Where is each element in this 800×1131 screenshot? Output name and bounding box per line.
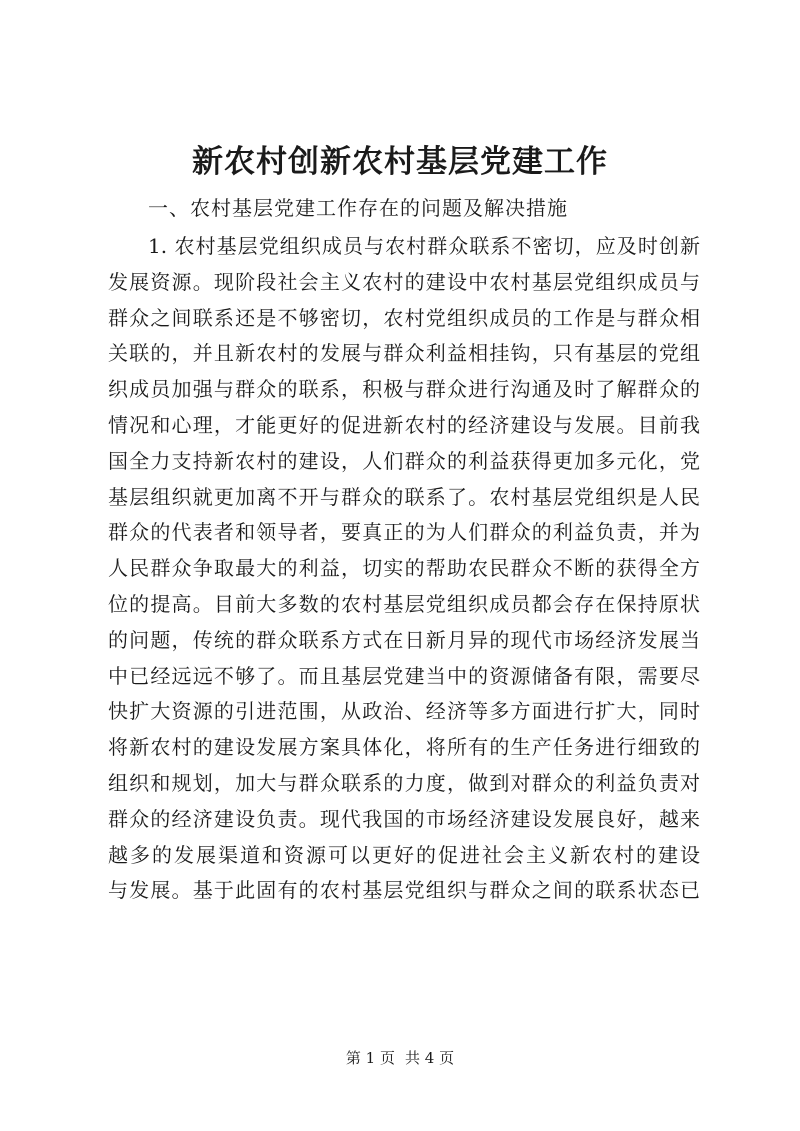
body-line: 群众的经济建设负责。现代我国的市场经济建设发展良好，越来 [108, 806, 700, 831]
body-line: 中已经远远不够了。而且基层党建当中的资源储备有限，需要尽 [108, 663, 700, 688]
section-heading: 一、农村基层党建工作存在的问题及解决措施 [148, 196, 568, 220]
body-line: 织成员加强与群众的联系，积极与群众进行沟通及时了解群众的 [108, 377, 700, 402]
body-line: 关联的，并且新农村的发展与群众利益相挂钩，只有基层的党组 [108, 341, 700, 366]
body-line: 群众的代表者和领导者，要真正的为人们群众的利益负责，并为 [108, 520, 700, 545]
page-footer [0, 1046, 800, 1070]
body-line: 越多的发展渠道和资源可以更好的促进社会主义新农村的建设 [108, 842, 700, 867]
body-line: 国全力支持新农村的建设，人们群众的利益获得更加多元化，党 [108, 448, 700, 473]
body-line: 情况和心理，才能更好的促进新农村的经济建设与发展。目前我 [108, 412, 700, 437]
body-line: 基层组织就更加离不开与群众的联系了。农村基层党组织是人民 [108, 484, 700, 509]
body-line: 与发展。基于此固有的农村基层党组织与群众之间的联系状态已 [108, 878, 700, 903]
page-total: 共 4 页 [405, 1049, 455, 1067]
body-line: 快扩大资源的引进范围，从政治、经济等多方面进行扩大，同时 [108, 699, 700, 724]
body-line: 组织和规划，加大与群众联系的力度，做到对群众的利益负责对 [108, 770, 700, 795]
page-number: 第 1 页 [345, 1049, 395, 1067]
body-line: 1. 农村基层党组织成员与农村群众联系不密切，应及时创新 [148, 234, 700, 258]
body-line: 人民群众争取最大的利益，切实的帮助农民群众不断的获得全方 [108, 556, 700, 581]
body-line: 群众之间联系还是不够密切，农村党组织成员的工作是与群众相 [108, 305, 700, 330]
body-line: 位的提高。目前大多数的农村基层党组织成员都会存在保持原状 [108, 591, 700, 616]
body-line: 将新农村的建设发展方案具体化，将所有的生产任务进行细致的 [108, 735, 700, 760]
document-title: 新农村创新农村基层党建工作 [192, 144, 608, 180]
body-line: 的问题，传统的群众联系方式在日新月异的现代市场经济发展当 [108, 627, 700, 652]
body-line: 发展资源。现阶段社会主义农村的建设中农村基层党组织成员与 [108, 269, 700, 294]
body-text [108, 229, 700, 909]
